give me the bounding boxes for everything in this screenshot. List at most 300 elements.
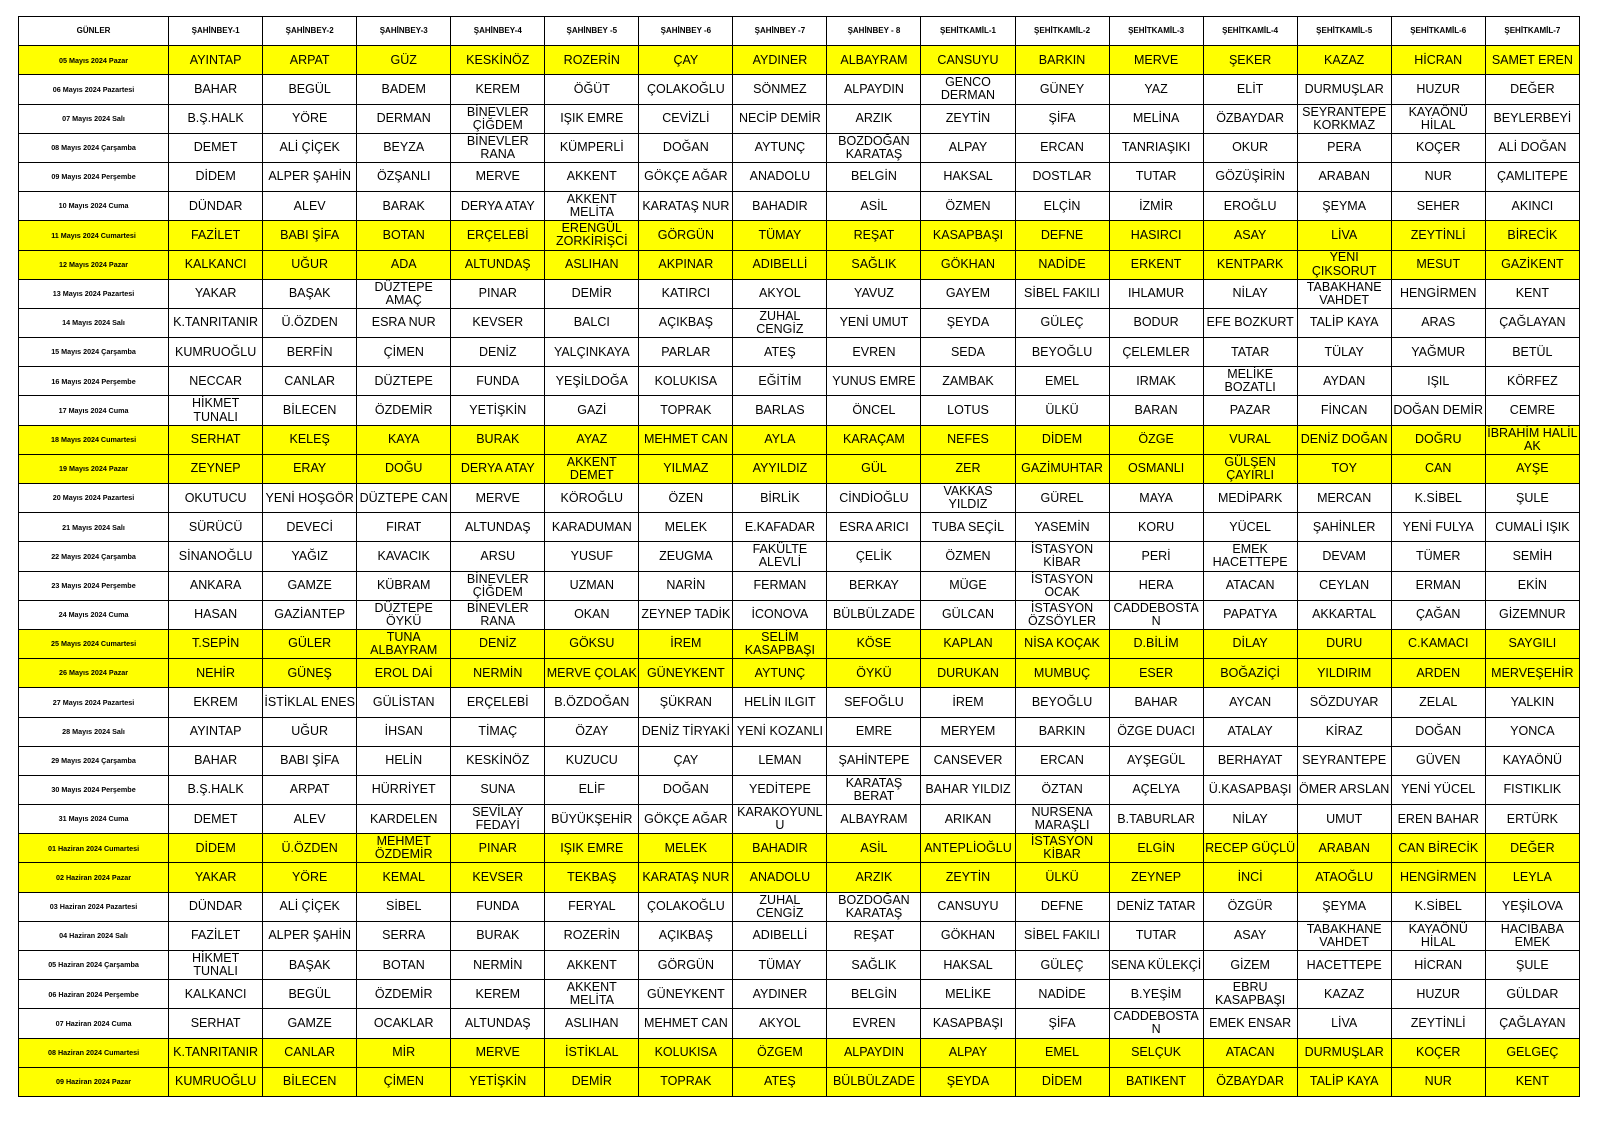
date-cell: 11 Mayıs 2024 Cumartesi xyxy=(19,221,169,250)
pharmacy-cell: ATALAY xyxy=(1203,717,1297,746)
pharmacy-cell: EVREN xyxy=(827,1009,921,1038)
pharmacy-cell: OKUTUCU xyxy=(169,484,263,513)
pharmacy-cell: GAZİANTEP xyxy=(263,600,357,629)
pharmacy-cell: MEHMET ÖZDEMİR xyxy=(357,834,451,863)
date-cell: 23 Mayıs 2024 Perşembe xyxy=(19,571,169,600)
pharmacy-cell: TÜMER xyxy=(1391,542,1485,571)
pharmacy-cell: BATIKENT xyxy=(1109,1067,1203,1096)
pharmacy-cell: ALPAY xyxy=(921,133,1015,162)
pharmacy-cell: ZUHAL CENGİZ xyxy=(733,892,827,921)
pharmacy-cell: TUNA ALBAYRAM xyxy=(357,629,451,658)
pharmacy-cell: ZAMBAK xyxy=(921,367,1015,396)
pharmacy-cell: ALBAYRAM xyxy=(827,46,921,75)
pharmacy-cell: GÖKÇE AĞAR xyxy=(639,805,733,834)
pharmacy-cell: ZEYTİN xyxy=(921,104,1015,133)
pharmacy-cell: FUNDA xyxy=(451,367,545,396)
table-row xyxy=(19,805,1580,834)
table-row xyxy=(19,46,1580,75)
pharmacy-cell: ADIBELLİ xyxy=(733,250,827,279)
pharmacy-cell: AKINCI xyxy=(1485,192,1579,221)
pharmacy-cell: BAHADIR xyxy=(733,834,827,863)
pharmacy-cell: YENİ FULYA xyxy=(1391,513,1485,542)
pharmacy-cell: KENT xyxy=(1485,279,1579,308)
pharmacy-cell: ALİ ÇİÇEK xyxy=(263,892,357,921)
pharmacy-cell: DİDEM xyxy=(169,162,263,191)
pharmacy-cell: GÜLŞEN ÇAYIRLI xyxy=(1203,454,1297,483)
pharmacy-cell: ŞEYDA xyxy=(921,308,1015,337)
date-cell: 20 Mayıs 2024 Pazartesi xyxy=(19,484,169,513)
pharmacy-cell: YENİ KOZANLI xyxy=(733,717,827,746)
pharmacy-cell: AYŞEGÜL xyxy=(1109,746,1203,775)
pharmacy-cell: ELGİN xyxy=(1109,834,1203,863)
pharmacy-cell: HENGİRMEN xyxy=(1391,863,1485,892)
date-cell: 09 Haziran 2024 Pazar xyxy=(19,1067,169,1096)
table-row xyxy=(19,571,1580,600)
pharmacy-duty-schedule xyxy=(18,16,1580,1097)
pharmacy-cell: BABI ŞİFA xyxy=(263,221,357,250)
table-row xyxy=(19,600,1580,629)
pharmacy-cell: İSTASYON OCAK xyxy=(1015,571,1109,600)
pharmacy-cell: NİSA KOÇAK xyxy=(1015,629,1109,658)
pharmacy-cell: MAYA xyxy=(1109,484,1203,513)
pharmacy-cell: İREM xyxy=(639,629,733,658)
pharmacy-cell: ELİF xyxy=(545,775,639,804)
pharmacy-cell: GÜLİSTAN xyxy=(357,688,451,717)
pharmacy-cell: ALPER ŞAHİN xyxy=(263,921,357,950)
pharmacy-cell: ŞÜKRAN xyxy=(639,688,733,717)
pharmacy-cell: SİNANOĞLU xyxy=(169,542,263,571)
pharmacy-cell: YAZ xyxy=(1109,75,1203,104)
table-row xyxy=(19,104,1580,133)
pharmacy-cell: MÜGE xyxy=(921,571,1015,600)
pharmacy-cell: K.TANRITANIR xyxy=(169,308,263,337)
pharmacy-cell: DÜZTEPE xyxy=(357,367,451,396)
pharmacy-cell: KORU xyxy=(1109,513,1203,542)
pharmacy-cell: DÜNDAR xyxy=(169,192,263,221)
pharmacy-cell: HÜRRİYET xyxy=(357,775,451,804)
pharmacy-cell: ARZIK xyxy=(827,863,921,892)
pharmacy-cell: SUNA xyxy=(451,775,545,804)
pharmacy-cell: KAPLAN xyxy=(921,629,1015,658)
column-header-district: ŞEHİTKAMİL-4 xyxy=(1203,17,1297,46)
date-cell: 30 Mayıs 2024 Perşembe xyxy=(19,775,169,804)
pharmacy-cell: ATACAN xyxy=(1203,1038,1297,1067)
pharmacy-cell: SÜRÜCÜ xyxy=(169,513,263,542)
pharmacy-cell: BEGÜL xyxy=(263,980,357,1009)
pharmacy-cell: MESUT xyxy=(1391,250,1485,279)
pharmacy-cell: ROZERİN xyxy=(545,46,639,75)
pharmacy-cell: HASIRCI xyxy=(1109,221,1203,250)
pharmacy-cell: SAĞLIK xyxy=(827,951,921,980)
pharmacy-cell: LİVA xyxy=(1297,221,1391,250)
date-cell: 07 Haziran 2024 Cuma xyxy=(19,1009,169,1038)
pharmacy-cell: ERTÜRK xyxy=(1485,805,1579,834)
pharmacy-cell: ZUHAL CENGİZ xyxy=(733,308,827,337)
pharmacy-cell: ASİL xyxy=(827,834,921,863)
pharmacy-cell: DİDEM xyxy=(1015,1067,1109,1096)
table-row xyxy=(19,133,1580,162)
pharmacy-cell: BARLAS xyxy=(733,396,827,425)
pharmacy-cell: Ü.ÖZDEN xyxy=(263,308,357,337)
table-row xyxy=(19,659,1580,688)
pharmacy-cell: MERVE ÇOLAK xyxy=(545,659,639,688)
pharmacy-cell: ÖZAY xyxy=(545,717,639,746)
pharmacy-cell: KENT xyxy=(1485,1067,1579,1096)
pharmacy-cell: BURAK xyxy=(451,921,545,950)
pharmacy-cell: DENİZ DOĞAN xyxy=(1297,425,1391,454)
column-header-district: ŞAHİNBEY -7 xyxy=(733,17,827,46)
pharmacy-cell: MERVE xyxy=(451,162,545,191)
pharmacy-cell: EKREM xyxy=(169,688,263,717)
pharmacy-cell: ÖZGE xyxy=(1109,425,1203,454)
pharmacy-cell: ALEV xyxy=(263,805,357,834)
pharmacy-cell: ERMAN xyxy=(1391,571,1485,600)
pharmacy-cell: ATAOĞLU xyxy=(1297,863,1391,892)
pharmacy-cell: KATIRCI xyxy=(639,279,733,308)
pharmacy-cell: BOTAN xyxy=(357,221,451,250)
pharmacy-cell: K.TANRITANIR xyxy=(169,1038,263,1067)
pharmacy-cell: GÜNEYKENT xyxy=(639,980,733,1009)
pharmacy-cell: CAN BİRECİK xyxy=(1391,834,1485,863)
pharmacy-cell: İBRAHİM HALİL AK xyxy=(1487,425,1578,453)
pharmacy-cell: TÜMAY xyxy=(733,221,827,250)
pharmacy-cell: K.SİBEL xyxy=(1391,484,1485,513)
pharmacy-cell: ÜLKÜ xyxy=(1015,396,1109,425)
pharmacy-cell: ERÇELEBİ xyxy=(451,221,545,250)
pharmacy-cell: EMEK ENSAR xyxy=(1203,1009,1297,1038)
table-row xyxy=(19,454,1580,483)
pharmacy-cell: TÜMAY xyxy=(733,951,827,980)
table-row xyxy=(19,484,1580,513)
pharmacy-cell: SAYGILI xyxy=(1485,629,1579,658)
table-row xyxy=(19,1009,1580,1038)
pharmacy-cell: REŞAT xyxy=(827,221,921,250)
pharmacy-cell: HAKSAL xyxy=(921,162,1015,191)
pharmacy-cell: DURMUŞLAR xyxy=(1297,75,1391,104)
pharmacy-cell: ALİ ÇİÇEK xyxy=(263,133,357,162)
date-cell: 05 Haziran 2024 Çarşamba xyxy=(19,951,169,980)
pharmacy-cell: KAZAZ xyxy=(1297,46,1391,75)
pharmacy-cell: KASAPBAŞI xyxy=(921,221,1015,250)
pharmacy-cell: DENİZ TİRYAKİ xyxy=(639,717,733,746)
pharmacy-cell: ALTUNDAŞ xyxy=(451,250,545,279)
pharmacy-cell: ELÇİN xyxy=(1015,192,1109,221)
pharmacy-cell: AYYILDIZ xyxy=(733,454,827,483)
pharmacy-cell: BAHAR xyxy=(169,746,263,775)
pharmacy-cell: AKKARTAL xyxy=(1297,600,1391,629)
pharmacy-cell: ERCAN xyxy=(1015,133,1109,162)
pharmacy-cell: ÇAY xyxy=(639,46,733,75)
pharmacy-cell: VURAL xyxy=(1203,425,1297,454)
pharmacy-cell: MEDİPARK xyxy=(1203,484,1297,513)
pharmacy-cell: KAVACIK xyxy=(357,542,451,571)
pharmacy-cell: ASAY xyxy=(1203,921,1297,950)
pharmacy-cell: KESKİNÖZ xyxy=(451,746,545,775)
schedule-table xyxy=(18,16,1580,1097)
pharmacy-cell: ARIKAN xyxy=(921,805,1015,834)
date-cell: 21 Mayıs 2024 Salı xyxy=(19,513,169,542)
pharmacy-cell: DEVECİ xyxy=(263,513,357,542)
table-row xyxy=(19,221,1580,250)
date-cell: 12 Mayıs 2024 Pazar xyxy=(19,250,169,279)
pharmacy-cell: HENGİRMEN xyxy=(1391,279,1485,308)
pharmacy-cell: YUNUS EMRE xyxy=(827,367,921,396)
pharmacy-cell: SERHAT xyxy=(169,425,263,454)
table-row xyxy=(19,367,1580,396)
pharmacy-cell: ŞAHİNLER xyxy=(1297,513,1391,542)
pharmacy-cell: TOY xyxy=(1297,454,1391,483)
table-row xyxy=(19,921,1580,950)
pharmacy-cell: CEMRE xyxy=(1485,396,1579,425)
table-row xyxy=(19,951,1580,980)
pharmacy-cell: DENİZ TATAR xyxy=(1109,892,1203,921)
pharmacy-cell: GÖKSU xyxy=(545,629,639,658)
pharmacy-cell: BAŞAK xyxy=(263,951,357,980)
pharmacy-cell: İHSAN xyxy=(357,717,451,746)
date-cell: 09 Mayıs 2024 Perşembe xyxy=(19,162,169,191)
pharmacy-cell: TOPRAK xyxy=(639,396,733,425)
pharmacy-cell: ANADOLU xyxy=(733,863,827,892)
pharmacy-cell: YAĞMUR xyxy=(1391,338,1485,367)
pharmacy-cell: CANLAR xyxy=(263,367,357,396)
pharmacy-cell: NUR xyxy=(1391,162,1485,191)
pharmacy-cell: KAYA xyxy=(357,425,451,454)
pharmacy-cell: MİR xyxy=(357,1038,451,1067)
column-header-district: ŞEHİTKAMİL-6 xyxy=(1391,17,1485,46)
pharmacy-cell: BİRECİK xyxy=(1485,221,1579,250)
pharmacy-cell: KAYAÖNÜ xyxy=(1485,746,1579,775)
pharmacy-cell: ASAY xyxy=(1203,221,1297,250)
pharmacy-cell: KARATAŞ NUR xyxy=(639,863,733,892)
pharmacy-cell: YEDİTEPE xyxy=(733,775,827,804)
pharmacy-cell: DEĞER xyxy=(1485,834,1579,863)
pharmacy-cell: BELGİN xyxy=(827,162,921,191)
pharmacy-cell: NERMİN xyxy=(451,951,545,980)
pharmacy-cell: ARZIK xyxy=(827,104,921,133)
table-row xyxy=(19,746,1580,775)
pharmacy-cell: FAKÜLTE ALEVLİ xyxy=(733,542,827,571)
date-cell: 19 Mayıs 2024 Pazar xyxy=(19,454,169,483)
pharmacy-cell: ALPAY xyxy=(921,1038,1015,1067)
pharmacy-cell: CİNDİOĞLU xyxy=(827,484,921,513)
pharmacy-cell: ÇAMLITEPE xyxy=(1485,162,1579,191)
pharmacy-cell: İCONOVA xyxy=(733,600,827,629)
pharmacy-cell: IRMAK xyxy=(1109,367,1203,396)
table-row xyxy=(19,834,1580,863)
pharmacy-cell: KÖROĞLU xyxy=(545,484,639,513)
pharmacy-cell: ADA xyxy=(357,250,451,279)
pharmacy-cell: ÇELEMLER xyxy=(1109,338,1203,367)
pharmacy-cell: MERYEM xyxy=(921,717,1015,746)
pharmacy-cell: NERMİN xyxy=(451,659,545,688)
pharmacy-cell: ZEYTİNLİ xyxy=(1391,1009,1485,1038)
pharmacy-cell: BERHAYAT xyxy=(1203,746,1297,775)
pharmacy-cell: ÖZGE DUACI xyxy=(1109,717,1203,746)
column-header-district: ŞAHİNBEY -5 xyxy=(545,17,639,46)
pharmacy-cell: GÜL xyxy=(827,454,921,483)
pharmacy-cell: SEHER xyxy=(1391,192,1485,221)
pharmacy-cell: ARAS xyxy=(1391,308,1485,337)
pharmacy-cell: KAYAÖNÜ HİLAL xyxy=(1391,921,1485,950)
pharmacy-cell: KOLUKISA xyxy=(639,1038,733,1067)
date-cell: 26 Mayıs 2024 Pazar xyxy=(19,659,169,688)
pharmacy-cell: İSTİKLAL ENES xyxy=(263,688,357,717)
pharmacy-cell: GİZEMNUR xyxy=(1485,600,1579,629)
pharmacy-cell: LEYLA xyxy=(1485,863,1579,892)
pharmacy-cell: BAHAR xyxy=(169,75,263,104)
pharmacy-cell: GİZEM xyxy=(1203,951,1297,980)
pharmacy-cell: KESKİNÖZ xyxy=(451,46,545,75)
pharmacy-cell: DOĞAN xyxy=(639,133,733,162)
pharmacy-cell: YETİŞKİN xyxy=(451,1067,545,1096)
pharmacy-cell: GENCO DERMAN xyxy=(921,75,1015,104)
pharmacy-cell: AKKENT xyxy=(545,162,639,191)
pharmacy-cell: GÜLDAR xyxy=(1485,980,1579,1009)
pharmacy-cell: YÖRE xyxy=(263,863,357,892)
pharmacy-cell: SÖNMEZ xyxy=(733,75,827,104)
table-row xyxy=(19,629,1580,658)
pharmacy-cell: TALİP KAYA xyxy=(1297,1067,1391,1096)
pharmacy-cell: YENİ UMUT xyxy=(827,308,921,337)
pharmacy-cell: ERKENT xyxy=(1109,250,1203,279)
pharmacy-cell: ALTUNDAŞ xyxy=(451,513,545,542)
pharmacy-cell: DENİZ xyxy=(451,338,545,367)
date-cell: 08 Mayıs 2024 Çarşamba xyxy=(19,133,169,162)
pharmacy-cell: IŞIL xyxy=(1391,367,1485,396)
pharmacy-cell: EVREN xyxy=(827,338,921,367)
pharmacy-cell: PARLAR xyxy=(639,338,733,367)
pharmacy-cell: ALBAYRAM xyxy=(827,805,921,834)
pharmacy-cell: ZEYNEP TADİK xyxy=(639,600,733,629)
pharmacy-cell: YAĞIZ xyxy=(263,542,357,571)
pharmacy-cell: KUZUCU xyxy=(545,746,639,775)
pharmacy-cell: SEVİLAY FEDAYİ xyxy=(451,805,545,834)
pharmacy-cell: DERYA ATAY xyxy=(451,454,545,483)
pharmacy-cell: BERFİN xyxy=(263,338,357,367)
pharmacy-cell: DEMET xyxy=(169,805,263,834)
pharmacy-cell: YILDIRIM xyxy=(1297,659,1391,688)
pharmacy-cell: KARADUMAN xyxy=(545,513,639,542)
pharmacy-cell: DEVAM xyxy=(1297,542,1391,571)
pharmacy-cell: KEREM xyxy=(451,75,545,104)
table-row xyxy=(19,542,1580,571)
pharmacy-cell: AKKENT MELİTA xyxy=(545,980,639,1009)
pharmacy-cell: ESER xyxy=(1109,659,1203,688)
table-row xyxy=(19,396,1580,425)
pharmacy-cell: HAKSAL xyxy=(921,951,1015,980)
pharmacy-cell: SEMİH xyxy=(1485,542,1579,571)
pharmacy-cell: MERVE xyxy=(451,1038,545,1067)
pharmacy-cell: ÇAY xyxy=(639,746,733,775)
pharmacy-cell: BALCI xyxy=(545,308,639,337)
pharmacy-cell: ÖYKÜ xyxy=(827,659,921,688)
column-header-district: ŞAHİNBEY-4 xyxy=(451,17,545,46)
pharmacy-cell: MEHMET CAN xyxy=(639,425,733,454)
pharmacy-cell: ESRA NUR xyxy=(357,308,451,337)
pharmacy-cell: NEHİR xyxy=(169,659,263,688)
pharmacy-cell: ADIBELLİ xyxy=(733,921,827,950)
pharmacy-cell: OKAN xyxy=(545,600,639,629)
pharmacy-cell: BELGİN xyxy=(827,980,921,1009)
pharmacy-cell: ŞİFA xyxy=(1015,1009,1109,1038)
pharmacy-cell: BARAN xyxy=(1109,396,1203,425)
table-row xyxy=(19,863,1580,892)
pharmacy-cell: ZEYTİNLİ xyxy=(1391,221,1485,250)
pharmacy-cell: AYINTAP xyxy=(169,46,263,75)
pharmacy-cell: CADDEBOSTAN xyxy=(1109,600,1203,629)
pharmacy-cell: HUZUR xyxy=(1391,980,1485,1009)
pharmacy-cell: ERAY xyxy=(263,454,357,483)
pharmacy-cell: ERÇELEBİ xyxy=(451,688,545,717)
pharmacy-cell: ASLIHAN xyxy=(545,250,639,279)
pharmacy-cell: YILMAZ xyxy=(639,454,733,483)
pharmacy-cell: BOZDOĞAN KARATAŞ xyxy=(827,892,921,921)
pharmacy-cell: ARABAN xyxy=(1297,162,1391,191)
pharmacy-cell: İSTİKLAL xyxy=(545,1038,639,1067)
pharmacy-cell: HACETTEPE xyxy=(1297,951,1391,980)
table-row xyxy=(19,1038,1580,1067)
pharmacy-cell: SEDA xyxy=(921,338,1015,367)
pharmacy-cell: GÜNEY xyxy=(1015,75,1109,104)
date-cell: 06 Haziran 2024 Perşembe xyxy=(19,980,169,1009)
date-cell: 22 Mayıs 2024 Çarşamba xyxy=(19,542,169,571)
pharmacy-cell: GÜZ xyxy=(357,46,451,75)
pharmacy-cell: KEREM xyxy=(451,980,545,1009)
pharmacy-cell: BARKIN xyxy=(1015,717,1109,746)
pharmacy-cell: MELEK xyxy=(639,513,733,542)
pharmacy-cell: DÜZTEPE AMAÇ xyxy=(357,279,451,308)
pharmacy-cell: KARATAŞ NUR xyxy=(639,192,733,221)
pharmacy-cell: DOĞAN xyxy=(639,775,733,804)
pharmacy-cell: OCAKLAR xyxy=(357,1009,451,1038)
date-cell: 27 Mayıs 2024 Pazartesi xyxy=(19,688,169,717)
pharmacy-cell: DERYA ATAY xyxy=(451,192,545,221)
pharmacy-cell: GÜLEÇ xyxy=(1015,951,1109,980)
pharmacy-cell: YETİŞKİN xyxy=(451,396,545,425)
pharmacy-cell: DEFNE xyxy=(1015,221,1109,250)
pharmacy-cell: ALEV xyxy=(263,192,357,221)
pharmacy-cell: SERRA xyxy=(357,921,451,950)
pharmacy-cell: KARDELEN xyxy=(357,805,451,834)
date-cell: 24 Mayıs 2024 Cuma xyxy=(19,600,169,629)
pharmacy-cell: KAYAÖNÜ HİLAL xyxy=(1391,104,1485,133)
pharmacy-cell: İSTASYON KİBAR xyxy=(1015,542,1109,571)
pharmacy-cell: AYDAN xyxy=(1297,367,1391,396)
pharmacy-cell: DEFNE xyxy=(1015,892,1109,921)
pharmacy-cell: ASLIHAN xyxy=(545,1009,639,1038)
pharmacy-cell: TUBA SEÇİL xyxy=(921,513,1015,542)
pharmacy-cell: MERVE xyxy=(451,484,545,513)
pharmacy-cell: BEYLERBEYİ xyxy=(1485,104,1579,133)
pharmacy-cell: GAZİ xyxy=(545,396,639,425)
column-header-district: ŞEHİTKAMİL-3 xyxy=(1109,17,1203,46)
pharmacy-cell: SAMET EREN xyxy=(1485,46,1579,75)
pharmacy-cell: UĞUR xyxy=(263,717,357,746)
pharmacy-cell: KUMRUOĞLU xyxy=(169,1067,263,1096)
pharmacy-cell: BEYOĞLU xyxy=(1015,688,1109,717)
pharmacy-cell: GAZİKENT xyxy=(1485,250,1579,279)
pharmacy-cell: DEMET xyxy=(169,133,263,162)
pharmacy-cell: KEMAL xyxy=(357,863,451,892)
pharmacy-cell: EFE BOZKURT xyxy=(1203,308,1297,337)
pharmacy-cell: BEYOĞLU xyxy=(1015,338,1109,367)
pharmacy-cell: FISTIKLIK xyxy=(1485,775,1579,804)
pharmacy-cell: NADİDE xyxy=(1015,980,1109,1009)
column-header-district: ŞAHİNBEY-3 xyxy=(357,17,451,46)
pharmacy-cell: DURMUŞLAR xyxy=(1297,1038,1391,1067)
pharmacy-cell: MERVEŞEHİR xyxy=(1485,659,1579,688)
pharmacy-cell: EKİN xyxy=(1485,571,1579,600)
